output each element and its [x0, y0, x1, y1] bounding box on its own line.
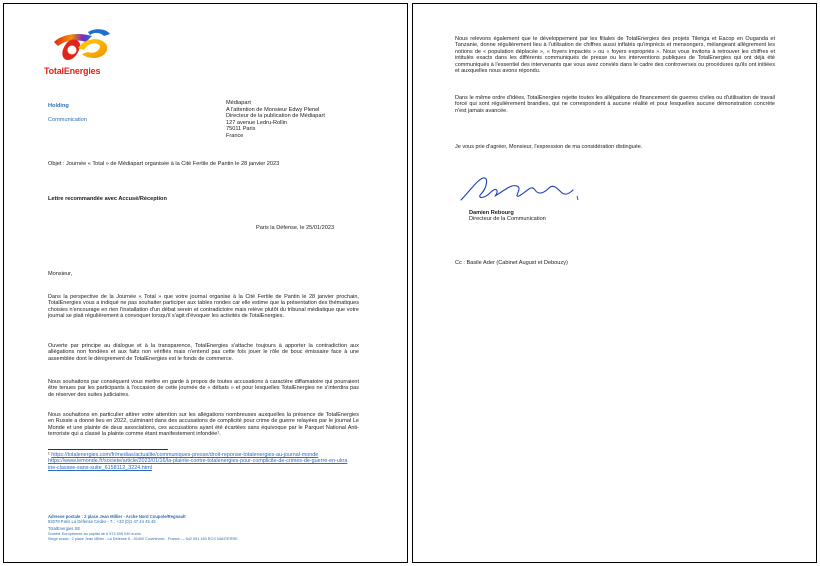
footer-postal-address: Adresse postale : 2 place Jean Millier - Arche Nord Coupole/Regnault	[48, 514, 186, 519]
body-paragraph: Dans le même ordre d'idées, TotalEnergies rejette toutes les allégations de financement de guerres civiles ou d'utilisation de travail forcé qui sont régulièrement brandies, qui ne correspondent à aucune réalité et pour lesquelles aucune démonstration concrète n'est jamais avancée.	[455, 95, 775, 114]
carbon-copy: Cc : Basile Ader (Cabinet August et Debouzy)	[455, 260, 568, 266]
body-paragraph: Nous relevons également que le développement par les filiales de TotalEnergies des projets Tilenga et Eacop en Ouganda et Tanzanie, donne régulièrement lieu à l'utilisation de chiffres aussi inflatés qu'imprécis et mensongers, mélangeant allègrement les notions de « population déplacée », « foyers impactés » ou « foyers expropriés ». Nous vous invitons à retrouver les chiffres et intitulés exacts dans les différents communiqués de presse ou les interventions publiques de TotalEnergies qui ont déjà été communiqués à l'essentiel des intervenants que vous avez conviés dans le cadre des controverses ou procédures qu'ils ont initiées et auxquelles nous avons répondu.	[455, 36, 775, 75]
footnote-link-totalenergies[interactable]: https://totalenergies.com/fr/medias/actualite/communiques-presse/droit-reponse-totalenergies-au-journal-monde	[51, 452, 319, 458]
footer-company: TotalEnergies SE	[48, 526, 81, 532]
body-paragraph: Dans la perspective de la Journée « Total » que votre journal organise à la Cité Fertile de Pantin le 28 janvier prochain, TotalEnergies vous a indiqué ne pas souhaiter participer aux tables rondes car elle estime que la présentation des thématiques choisies n'encourage en rien l'installation d'un débat serein et contradictoire mais relève plutôt du tribunal médiatique que votre journal se plait régulièrement à convoquer lorsqu'il s'agit d'évoquer les activités de TotalEnergies.	[48, 294, 359, 320]
letter-page-2	[412, 3, 817, 563]
body-paragraph: Nous souhaitons en particulier attirer votre attention sur les allégations nombreuses auxquelles la présence de TotalEnergies en Russie a donné lieu en 2022, culminant dans des accusations de complicité pour crime de guerre relayées par le journal Le Monde et une plainte de deux associations, ces accusations ayant été écartées sans équivoque par le Parquet National Anti-terroriste qui a classé la plainte comme étant manifestement infondée¹.	[48, 412, 359, 438]
footnote-marker: ¹	[48, 452, 50, 458]
recipient-address: Médiapart A l'attention de Monsieur Edwy Plenel Directeur de la publication de Médiapart 127 avenue Ledru-Rollin 75011 Paris France	[226, 100, 325, 139]
signatory-title: Directeur de la Communication	[469, 216, 546, 222]
totalenergies-logo	[44, 26, 124, 78]
holding-label: Holding	[48, 103, 69, 109]
salutation: Monsieur,	[48, 271, 73, 277]
letter-page-1	[3, 3, 408, 563]
registered-mail-note: Lettre recommandée avec Accusé/Réception	[48, 196, 167, 202]
body-paragraph: Ouverte par principe au dialogue et à la transparence, TotalEnergies s'attache toujours à apporter la contradiction aux allégations non fondées et aux faits non vérifiés mais n'entend pas cette fois jouer le rôle de bouc émissaire face à une assemblée dont le dénigrement de TotalEnergies est le fonds de commerce.	[48, 343, 359, 362]
footnote-divider	[48, 449, 168, 450]
footer-phone: 92078 Paris La Défense Cedex - T. : +33 (0)1 47 44 45 46	[48, 519, 156, 525]
footer-capital: Société Européenne au capital de 6 574 599 040 euros	[48, 531, 141, 536]
object-line: Objet : Journée « Total » de Médiapart organisée à la Cité Fertile de Pantin le 28 janvier 2023	[48, 161, 280, 167]
page-footer	[48, 514, 378, 542]
place-date: Paris la Défense, le 25/01/2023	[256, 225, 335, 231]
closing-formula: Je vous prie d'agréer, Monsieur, l'expression de ma considération distinguée.	[455, 144, 643, 150]
footnote	[48, 452, 348, 471]
body-paragraph: Nous souhaitons par conséquent vous mettre en garde à propos de toutes accusations à caractère diffamatoire qui pourraient être tenues par les participants à l'occasion de cette journée de « débats » et pour lesquelles TotalEnergies ne s'interdira pas de réserver des suites judiciaires.	[48, 379, 359, 398]
footer-registered-office: Siège social : 2 place Jean Millier - La Défense 6 - 92400 Courbevoie - France — 542 051 180 RCS NANTERRE	[48, 536, 238, 541]
brand-wordmark: TotalEnergies	[44, 66, 101, 76]
communication-label: Communication	[48, 117, 87, 123]
signatory-name: Damien Rebourg	[469, 210, 514, 216]
logo-mark-icon	[48, 26, 114, 64]
handwritten-signature	[453, 170, 583, 210]
footnote-link-lemonde[interactable]: https://www.lemonde.fr/societe/article/2023/01/16/la-plainte-contre-totalenergies-pour-complicite-de-crimes-de-guerre-en-ukraine-classee-sans-suite_6158112_3224.html	[48, 458, 348, 471]
